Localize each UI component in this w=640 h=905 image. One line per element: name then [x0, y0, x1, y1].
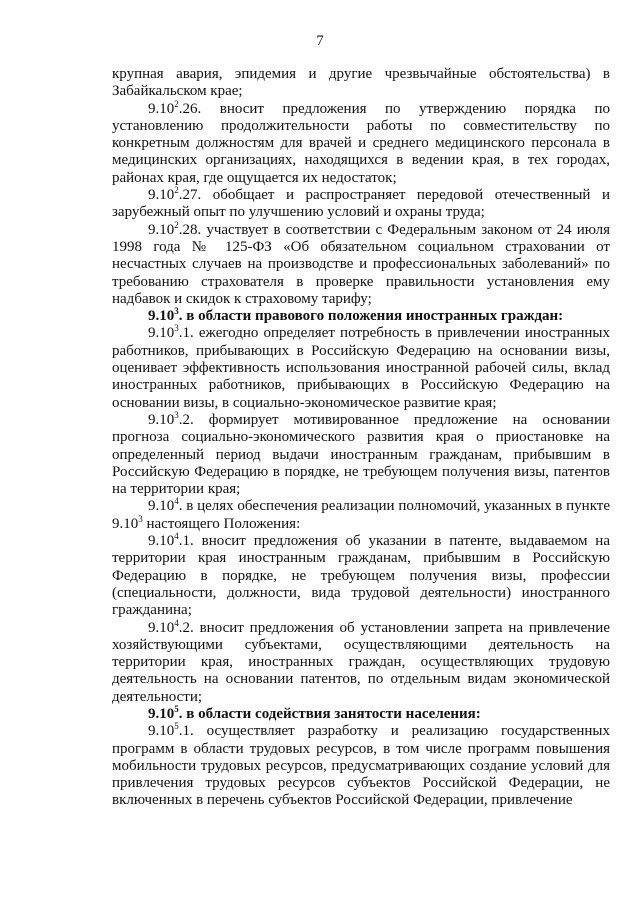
paragraph-text: .28. участвует в соответствии с Федеральным законом от 24 июля 1998 года № 125-ФЗ «Об обязательном социальном страховании от несчастных случаев на производстве и профессиональных заболеваний» по требованию страхователя в проверке правильности установления ему надбавок и скидок к страховому тарифу;	[112, 221, 610, 307]
superscript: 5	[174, 703, 179, 714]
paragraph	[112, 98, 610, 187]
paragraph-text: 9.10	[148, 498, 175, 515]
paragraph-text: 9.10	[148, 100, 175, 117]
paragraph-text: .1. ежегодно определяет потребность в привлечении иностранных работников, прибывающих в Российскую Федерацию на основании визы, оценивает эффективность использования иностранной рабочей силы, вклад иностранных работников, прибывающих в Российскую Федерацию на основании визы, в социально-экономическое развитие края;	[112, 325, 610, 411]
paragraph	[112, 533, 610, 619]
paragraph-text: .27. обобщает и распространяет передовой отечественный и зарубежный опыт по улучшению условий и охраны труда;	[112, 187, 610, 221]
paragraph-text: .1. осуществляет разработку и реализацию государственных программ в области трудовых ресурсов, в том числе программ повышения мобильности трудовых ресурсов, предусматривающих создание условий для привлечения трудовых ресурсов субъектов Российской Федерации, не включенных в перечень субъектов Российской Федерации, привлечение	[112, 723, 610, 809]
paragraph	[112, 409, 610, 498]
paragraph-text: 9.10	[148, 221, 175, 238]
superscript: 4	[174, 531, 179, 542]
paragraph-text: 9.10	[148, 619, 175, 636]
paragraph-text: .26. вносит предложения по утверждению порядка по установлению продолжительности работы по совместительству по конкретным должностям для врачей и среднего медицинского персонала в медицинских организациях, находящихся в ведении края, в тех городах, районах края, где ощущается их недостаток;	[112, 100, 610, 186]
page-number: 7	[316, 33, 324, 49]
document-body	[112, 66, 610, 810]
paragraph-text: 9.10	[148, 187, 175, 204]
paragraph	[112, 617, 610, 706]
superscript: 4	[174, 617, 179, 628]
paragraph-text: настоящего Положения:	[142, 515, 301, 532]
paragraph-text: .2. вносит предложения об установлении запрета на привлечение хозяйствующими субъектами, осуществляющими деятельность на территории края, иностранных граждан, осуществляющих трудовую деятельность на основании патентов, по отдельным видам экономической деятельности;	[112, 619, 610, 705]
paragraph-text: .2. формирует мотивированное предложение на основании прогноза социально-экономического развития края о приостановке на определенный период выдачи иностранным гражданам, прибывшим в Российскую Федерацию в порядке, не требующем получения визы, патентов на территории края;	[112, 411, 610, 498]
paragraph-text: 9.10	[148, 705, 175, 722]
paragraph-text: 9.10	[148, 533, 175, 550]
paragraph-text: 9.10	[148, 325, 175, 342]
superscript: 2	[174, 219, 179, 230]
superscript: 3	[138, 513, 143, 524]
paragraph-text: 9.10	[148, 308, 175, 325]
paragraph	[112, 187, 610, 222]
paragraph	[112, 498, 610, 533]
paragraph-text: 9.10	[148, 723, 175, 740]
paragraph-text: . в области правового положения иностранных граждан:	[178, 308, 564, 325]
paragraph-text: .1. вносит предложения об указании в патенте, выдаваемом на территории края иностранным гражданам, прибывшим в Российскую Федерацию в порядке, не требующем получения визы, профессии (специальности, должности, вида трудовой деятельности) иностранного гражданина;	[112, 533, 610, 619]
section-heading	[112, 308, 610, 325]
superscript: 3	[174, 409, 179, 420]
paragraph	[112, 66, 610, 101]
section-heading	[112, 703, 610, 723]
superscript: 3	[174, 306, 179, 317]
paragraph-text: . в целях обеспечения реализации полномочий, указанных в пункте 9.10	[112, 498, 610, 532]
superscript: 2	[174, 98, 179, 109]
superscript: 3	[174, 323, 179, 334]
superscript: 2	[174, 185, 179, 196]
paragraph-text: крупная авария, эпидемия и другие чрезвычайные обстоятельства) в Забайкальском крае;	[112, 66, 610, 100]
paragraph	[112, 325, 610, 411]
superscript: 5	[174, 721, 179, 732]
paragraph-text: 9.10	[148, 411, 175, 428]
paragraph-text: . в области содействия занятости населения:	[178, 705, 481, 722]
paragraph	[112, 219, 610, 308]
superscript: 4	[174, 496, 179, 507]
paragraph	[112, 723, 610, 809]
